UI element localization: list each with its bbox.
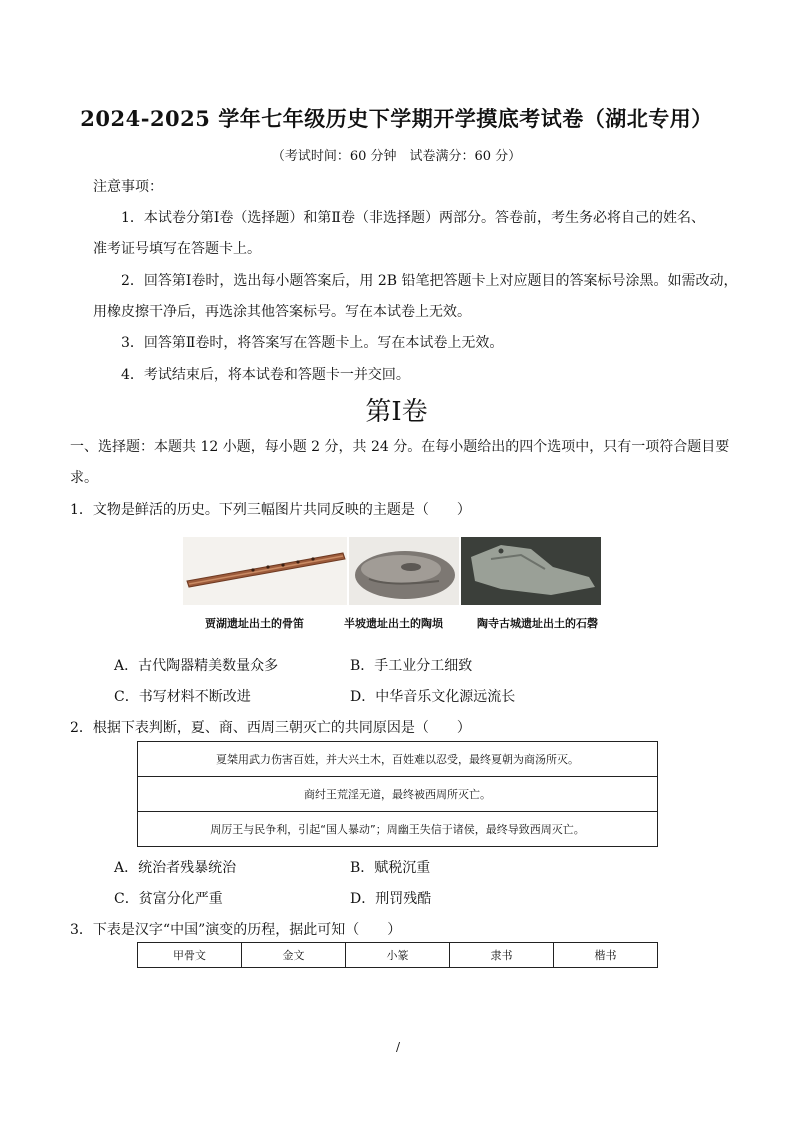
q3-header-small-seal: 小篆	[346, 943, 450, 968]
q2-history-table	[137, 741, 658, 847]
q1-figure	[183, 537, 633, 647]
q1-option-b[interactable]: B．手工业分工细致	[350, 658, 473, 674]
q2-option-c[interactable]: C．贫富分化严重	[114, 891, 223, 907]
exam-title: 2024-2025 学年七年级历史下学期开学摸底考试卷（湖北专用）	[80, 106, 713, 131]
exam-subtitle: （考试时间：60 分钟 试卷满分：60 分）	[271, 149, 522, 164]
q2-row-zhou: 周厉王与民争利，引起“国人暴动”；周幽王失信于诸侯，最终导致西周灭亡。	[138, 812, 658, 847]
note-item-2b: 用橡皮擦干净后，再选涂其他答案标号。写在本试卷上无效。	[93, 304, 471, 320]
q3-header-bronze: 金文	[242, 943, 346, 968]
q1-option-d[interactable]: D．中华音乐文化源远流长	[350, 689, 516, 705]
page-mark: /	[396, 1040, 401, 1054]
q2-row-shang: 商纣王荒淫无道，最终被西周所灭亡。	[138, 777, 658, 812]
section-intro-a: 一、选择题：本题共 12 小题，每小题 2 分，共 24 分。在每小题给出的四个选项中，只有一项符合题目要	[70, 439, 730, 455]
q2-row-xia: 夏桀用武力伤害百姓，并大兴土木，百姓难以忍受，最终夏朝为商汤所灭。	[138, 742, 658, 777]
bone-flute-image	[183, 537, 347, 605]
q2-option-b[interactable]: B．赋税沉重	[350, 860, 431, 876]
q2-stem: 2．根据下表判断，夏、商、西周三朝灭亡的共同原因是（ ）	[70, 720, 471, 736]
q1-option-c[interactable]: C．书写材料不断改进	[114, 689, 251, 705]
q1-option-a[interactable]: A．古代陶器精美数量众多	[114, 658, 279, 674]
note-item-4: 4．考试结束后，将本试卷和答题卡一并交回。	[121, 367, 410, 383]
q2-option-a[interactable]: A．统治者残暴统治	[114, 860, 237, 876]
q3-header-regular: 楷书	[554, 943, 658, 968]
q1-stem: 1．文物是鲜活的历史。下列三幅图片共同反映的主题是（ ）	[70, 502, 471, 518]
note-item-2a: 2．回答第Ⅰ卷时，选出每小题答案后，用 2B 铅笔把答题卡上对应题目的答案标号涂黑。如需改动，	[121, 273, 738, 289]
note-item-1b: 准考证号填写在答题卡上。	[93, 241, 261, 257]
q3-header-oracle: 甲骨文	[138, 943, 242, 968]
pottery-xun-image	[349, 537, 459, 605]
section-title: 第Ⅰ卷	[365, 397, 428, 427]
stone-chime-image	[461, 537, 601, 605]
caption-pottery-xun: 半坡遗址出土的陶埙	[344, 617, 443, 630]
note-item-3: 3．回答第Ⅱ卷时，将答案写在答题卡上。写在本试卷上无效。	[121, 335, 504, 351]
q3-header-clerical: 隶书	[450, 943, 554, 968]
notes-heading: 注意事项：	[93, 179, 163, 195]
q3-stem: 3．下表是汉字“中国”演变的历程，据此可知（ ）	[70, 922, 402, 938]
note-item-1a: 1．本试卷分第Ⅰ卷（选择题）和第Ⅱ卷（非选择题）两部分。答卷前，考生务必将自己的姓名、	[121, 210, 705, 226]
caption-stone-chime: 陶寺古城遗址出土的石磬	[477, 617, 598, 630]
caption-bone-flute: 贾湖遗址出土的骨笛	[205, 617, 304, 630]
q3-script-table	[137, 942, 658, 968]
section-intro-b: 求。	[70, 470, 98, 486]
q2-option-d[interactable]: D．刑罚残酷	[350, 891, 432, 907]
